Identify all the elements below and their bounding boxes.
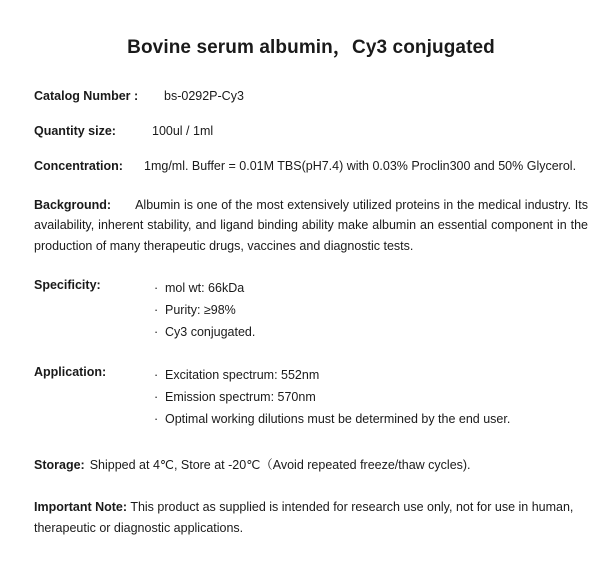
bullet-icon: · [154,324,159,339]
important-note-label: Important Note: [34,500,128,515]
list-item [154,300,594,322]
specificity-label: Specificity: [34,277,101,292]
bullet-icon: · [154,280,159,295]
list-item [154,387,594,409]
catalog-number-label: Catalog Number : [34,89,139,103]
list-item-text: Emission spectrum: 570nm [165,390,316,405]
list-item [154,322,594,344]
list-item-text: Cy3 conjugated. [165,324,256,339]
page-title: Bovine serum albumin，Cy3 conjugated [127,37,495,58]
storage-label: Storage: [34,458,85,472]
application-section [34,365,594,431]
catalog-number-value: bs-0292P-Cy3 [164,89,244,103]
background-label: Background: [34,198,112,212]
concentration-label: Concentration: [34,159,123,173]
quantity-size-row [34,124,594,138]
storage-section [34,455,594,475]
list-item-text: mol wt: 66kDa [165,280,245,295]
specificity-section [34,278,594,344]
bullet-icon: · [154,368,159,383]
quantity-size-label: Quantity size: [34,124,116,138]
concentration-row [34,159,594,173]
list-item [154,365,594,387]
list-item-text: Purity: ≥98% [165,302,236,317]
bullet-icon: · [154,412,159,427]
list-item [154,278,594,300]
quantity-size-value: 100ul / 1ml [152,124,214,138]
list-item-text: Excitation spectrum: 552nm [165,368,320,383]
list-item [154,409,594,431]
application-list [154,365,594,431]
important-note-section [34,497,594,538]
bullet-icon: · [154,302,159,317]
bullet-icon: · [154,390,159,405]
background-text: Albumin is one of the most extensively utilized proteins in the medical industry. Its availability, inherent stability, and ligand binding ability make albumin an essential component in the production of many therapeutic drugs, vaccines and diagnostic tests. [34,198,588,253]
list-item-text: Optimal working dilutions must be determined by the end user. [165,412,511,427]
storage-text: Shipped at 4℃, Store at -20℃（Avoid repeated freeze/thaw cycles). [89,458,471,472]
concentration-value: 1mg/ml. Buffer = 0.01M TBS(pH7.4) with 0.03% Proclin300 and 50% Glycerol. [144,159,577,173]
catalog-number-row [34,89,594,103]
specificity-list [154,278,594,344]
important-note-text: This product as supplied is intended for research use only, not for use in human, therapeutic or diagnostic applications. [34,500,574,535]
background-section [34,195,594,256]
application-label: Application: [34,365,107,380]
